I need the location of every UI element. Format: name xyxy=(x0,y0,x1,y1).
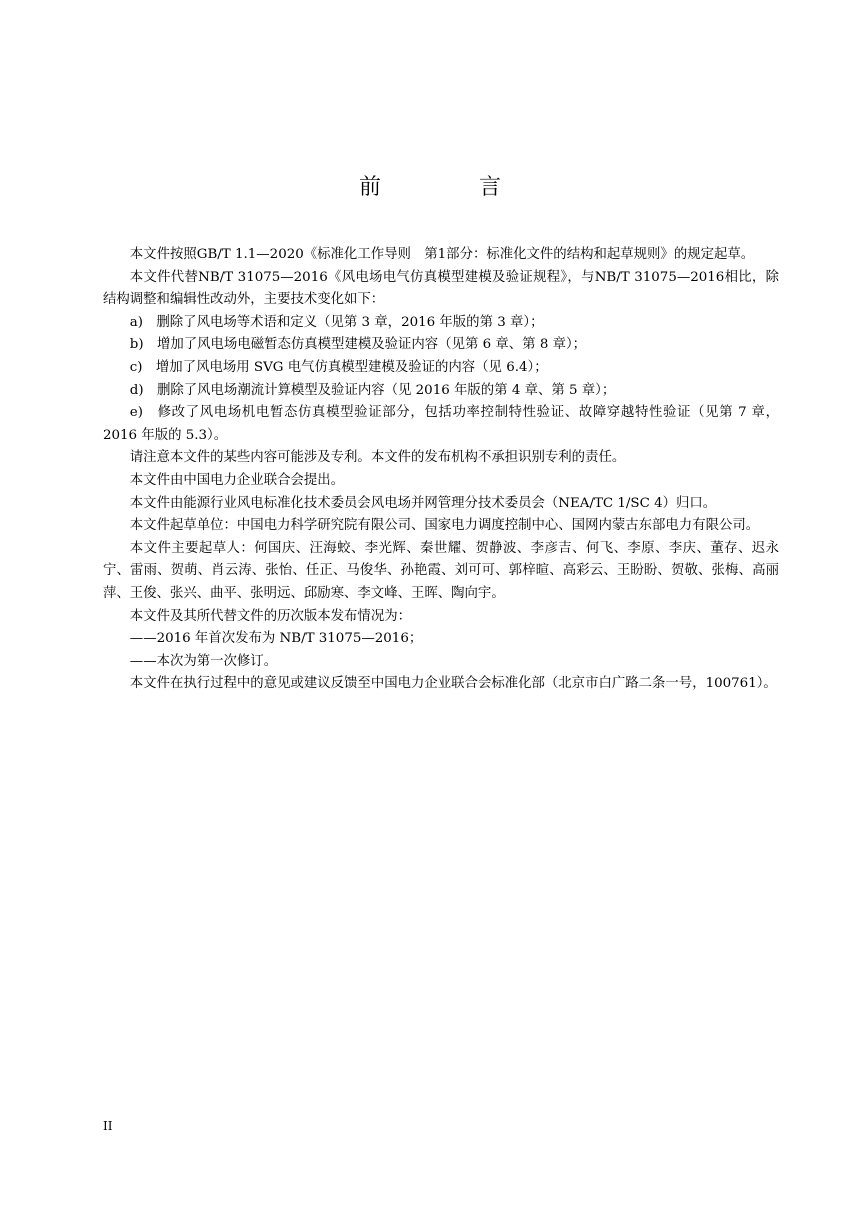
paragraph-drafting-rules: 本文件按照GB/T 1.1—2020《标准化工作导则 第1部分：标准化文件的结构和起草规则》的规定起草。 xyxy=(129,247,755,262)
paragraph-history: 本文件及其所代替文件的历次版本发布情况为： xyxy=(129,608,411,624)
change-item-a: a) 删除了风电场等术语和定义（见第 3 章，2016 年版的第 3 章）； xyxy=(129,314,544,330)
paragraph-feedback: 本文件在执行过程中的意见或建议反馈至中国电力企业联合会标准化部（北京市白广路二条一号，100761）。 xyxy=(129,676,777,692)
change-item-b: b) 增加了风电场电磁暂态仿真模型建模及验证内容（见第 6 章、第 8 章）； xyxy=(129,337,587,353)
change-item-c: c) 增加了风电场用 SVG 电气仿真模型建模及验证的内容（见 6.4）； xyxy=(129,359,548,375)
paragraph-drafters: 本文件主要起草人：何国庆、汪海蛟、李光辉、秦世耀、贺静波、李彦吉、何飞、李原、李庆、董存、迟永宁、雷雨、贺萌、肖云涛、张怡、任正、马俊华、孙艳霞、刘可可、郭梓暄、高彩云、王盼盼、贺敬、张梅、高丽萍、王俊、张兴、曲平、张明远、邱励寒、李文峰、王晖、陶向宇。 xyxy=(103,540,779,601)
foreword-body xyxy=(103,244,779,696)
change-item-d: d) 删除了风电场潮流计算模型及验证内容（见 2016 年版的第 4 章、第 5 章）； xyxy=(129,382,616,398)
paragraph-replaces: 本文件代替NB/T 31075—2016《风电场电气仿真模型建模及验证规程》，与NB/T 31075—2016相比，除结构调整和编辑性改动外，主要技术变化如下： xyxy=(103,269,779,308)
page-number: II xyxy=(103,1119,113,1133)
page-title: 前 言 xyxy=(358,175,539,200)
paragraph-proposer: 本文件由中国电力企业联合会提出。 xyxy=(129,472,345,488)
history-item-2016: ——2016 年首次发布为 NB/T 31075—2016； xyxy=(129,631,423,647)
paragraph-committee: 本文件由能源行业风电标准化技术委员会风电场并网管理分技术委员会（NEA/TC 1/SC 4）归口。 xyxy=(129,495,717,511)
paragraph-patent-notice: 请注意本文件的某些内容可能涉及专利。本文件的发布机构不承担识别专利的责任。 xyxy=(129,450,626,466)
history-item-revision: ——本次为第一次修订。 xyxy=(129,653,278,669)
paragraph-drafting-units: 本文件起草单位：中国电力科学研究院有限公司、国家电力调度控制中心、国网内蒙古东部电力有限公司。 xyxy=(129,518,760,534)
change-item-e: e) 修改了风电场机电暂态仿真模型验证部分，包括功率控制特性验证、故障穿越特性验证（见第 7 章，2016 年版的 5.3）。 xyxy=(103,405,779,443)
